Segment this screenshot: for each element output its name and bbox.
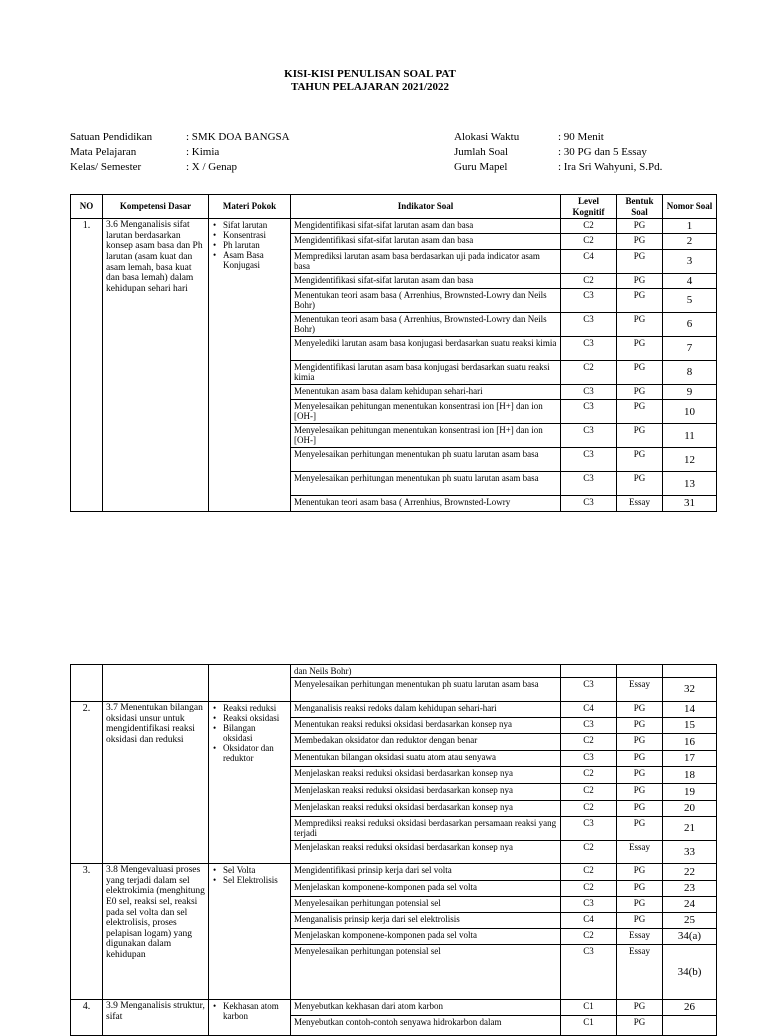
indikator-cell: Menyelesaikan perhitungan menentukan ph suatu larutan asam basa: [291, 472, 561, 496]
level-cell: C2: [561, 767, 617, 784]
nomor-cell: 5: [663, 288, 717, 312]
indikator-cell: Mengidentifikasi larutan asam basa konjugasi berdasarkan suatu reaksi kimia: [291, 360, 561, 384]
bentuk-cell: PG: [617, 336, 663, 360]
column-header-nomor: Nomor Soal: [663, 195, 717, 219]
bentuk-cell: PG: [617, 1016, 663, 1036]
level-cell: C2: [561, 881, 617, 897]
nomor-cell: 3: [663, 249, 717, 273]
kisi-kisi-table-page-2: [70, 664, 717, 1036]
bentuk-cell: PG: [617, 817, 663, 841]
bentuk-cell: PG: [617, 751, 663, 767]
indikator-cell: Menjelaskan komponene-komponen pada sel volta: [291, 929, 561, 945]
info-label: Mata Pelajaran: [70, 146, 137, 158]
nomor-cell: 33: [663, 841, 717, 864]
indikator-cell: Memprediksi reaksi reduksi oksidasi berdasarkan persamaan reaksi yang terjadi: [291, 817, 561, 841]
indikator-cell: Membedakan oksidator dan reduktor dengan benar: [291, 734, 561, 751]
bentuk-cell: PG: [617, 360, 663, 384]
nomor-cell: 14: [663, 702, 717, 718]
indikator-cell: Menyebutkan kekhasan dari atom karbon: [291, 1000, 561, 1016]
nomor-cell: [663, 665, 717, 678]
level-cell: C3: [561, 817, 617, 841]
kompetensi-dasar-cell: 3.8 Mengevaluasi proses yang terjadi dalam sel elektrokimia (menghitung E0 sel, reaksi sel, reaksi pada sel volta dan sel elektrolisis, proses pelapisan logam) yang digunakan dalam kehidupan: [103, 864, 209, 1000]
level-cell: C4: [561, 702, 617, 718]
level-cell: C3: [561, 312, 617, 336]
indikator-cell: Menentukan bilangan oksidasi suatu atom atau senyawa: [291, 751, 561, 767]
level-cell: C3: [561, 897, 617, 913]
materi-item: • Sifat larutan: [223, 220, 287, 230]
empty-cell: [71, 665, 103, 702]
bentuk-cell: PG: [617, 784, 663, 801]
nomor-cell: 22: [663, 864, 717, 881]
level-cell: C3: [561, 400, 617, 424]
indikator-cell: Memprediksi larutan asam basa berdasarkan uji pada indicator asam basa: [291, 249, 561, 273]
materi-list: [212, 1001, 287, 1021]
bentuk-cell: PG: [617, 881, 663, 897]
level-cell: C3: [561, 424, 617, 448]
info-value: : Kimia: [186, 146, 220, 158]
nomor-cell: 18: [663, 767, 717, 784]
table-row: [71, 665, 717, 678]
nomor-cell: 11: [663, 424, 717, 448]
bentuk-cell: PG: [617, 864, 663, 881]
title-line-2: TAHUN PELAJARAN 2021/2022: [290, 81, 450, 93]
indikator-cell: Menyelesaikan perhitungan potensial sel: [291, 897, 561, 913]
column-header-kompetensi: Kompetensi Dasar: [103, 195, 209, 219]
indikator-cell: Menyebutkan contoh-contoh senyawa hidrokarbon dalam: [291, 1016, 561, 1036]
table-row: [71, 219, 717, 234]
bentuk-cell: PG: [617, 273, 663, 288]
column-header-indikator: Indikator Soal: [291, 195, 561, 219]
bentuk-cell: PG: [617, 1000, 663, 1016]
title-line-1: KISI-KISI PENULISAN SOAL PAT: [284, 68, 456, 80]
nomor-cell: 31: [663, 496, 717, 511]
nomor-cell: 9: [663, 384, 717, 399]
column-header-level: Level Kognitif: [561, 195, 617, 219]
materi-list: [212, 865, 287, 885]
info-value: : SMK DOA BANGSA: [186, 131, 290, 143]
level-cell: [561, 665, 617, 678]
nomor-cell: 26: [663, 1000, 717, 1016]
kisi-kisi-table-page-1: [70, 194, 717, 512]
section-number: 2.: [71, 702, 103, 864]
indikator-cell: Menyelesaikan pehitungan menentukan konsentrasi ion [H+] dan ion [OH-]: [291, 424, 561, 448]
kompetensi-dasar-cell: 3.9 Menganalisis struktur, sifat: [103, 1000, 209, 1036]
nomor-cell: 1: [663, 219, 717, 234]
indikator-cell: Menyelesaikan pehitungan menentukan konsentrasi ion [H+] dan ion [OH-]: [291, 400, 561, 424]
materi-item: • Reaksi reduksi: [223, 703, 287, 713]
indikator-cell: Mengidentifikasi sifat-sifat larutan asam dan basa: [291, 219, 561, 234]
level-cell: C2: [561, 734, 617, 751]
nomor-cell: 15: [663, 718, 717, 734]
indikator-cell: Menjelaskan komponene-komponen pada sel volta: [291, 881, 561, 897]
nomor-cell: 16: [663, 734, 717, 751]
bentuk-cell: PG: [617, 219, 663, 234]
info-label: Jumlah Soal: [454, 146, 509, 158]
nomor-cell: 19: [663, 784, 717, 801]
materi-cell: [209, 864, 291, 1000]
info-value: : X / Genap: [186, 161, 238, 173]
materi-list: [212, 220, 287, 270]
nomor-cell: 4: [663, 273, 717, 288]
bentuk-cell: PG: [617, 234, 663, 249]
materi-item: • Sel Elektrolisis: [223, 875, 287, 885]
level-cell: C2: [561, 273, 617, 288]
materi-item: • Sel Volta: [223, 865, 287, 875]
level-cell: C2: [561, 784, 617, 801]
kompetensi-dasar-cell: 3.6 Menganalisis sifat larutan berdasarkan konsep asam basa dan Ph larutan (asam kuat dan asam lemah, basa kuat dan basa lemah) dalam kehidupan sehari hari: [103, 219, 209, 512]
kompetensi-dasar-cell: 3.7 Menentukan bilangan oksidasi unsur untuk mengidentifikasi reaksi oksidasi dan reduksi: [103, 702, 209, 864]
bentuk-cell: PG: [617, 734, 663, 751]
indikator-cell: Menganalisis reaksi redoks dalam kehidupan sehari-hari: [291, 702, 561, 718]
level-cell: C3: [561, 384, 617, 399]
indikator-cell: Menjelaskan reaksi reduksi oksidasi berdasarkan konsep nya: [291, 767, 561, 784]
materi-item: • Reaksi oksidasi: [223, 713, 287, 723]
table-row: [71, 864, 717, 881]
bentuk-cell: Essay: [617, 496, 663, 511]
indikator-cell: Menentukan asam basa dalam kehidupan sehari-hari: [291, 384, 561, 399]
nomor-cell: 24: [663, 897, 717, 913]
section-number: 1.: [71, 219, 103, 512]
level-cell: C2: [561, 864, 617, 881]
bentuk-cell: PG: [617, 767, 663, 784]
level-cell: C3: [561, 336, 617, 360]
bentuk-cell: PG: [617, 249, 663, 273]
nomor-cell: 7: [663, 336, 717, 360]
nomor-cell: 17: [663, 751, 717, 767]
bentuk-cell: PG: [617, 288, 663, 312]
level-cell: C3: [561, 751, 617, 767]
indikator-cell: Menyelediki larutan asam basa konjugasi berdasarkan suatu reaksi kimia: [291, 336, 561, 360]
bentuk-cell: PG: [617, 897, 663, 913]
bentuk-cell: PG: [617, 424, 663, 448]
indikator-cell: Menentukan teori asam basa ( Arrenhius, Brownsted-Lowry dan Neils Bohr): [291, 288, 561, 312]
indikator-cell: Mengidentifikasi sifat-sifat larutan asam dan basa: [291, 234, 561, 249]
materi-item: • Asam Basa Konjugasi: [223, 250, 287, 270]
indikator-cell: Mengidentifikasi sifat-sifat larutan asam dan basa: [291, 273, 561, 288]
info-value: : Ira Sri Wahyuni, S.Pd.: [558, 161, 663, 173]
bentuk-cell: PG: [617, 384, 663, 399]
materi-item: • Ph larutan: [223, 240, 287, 250]
level-cell: C3: [561, 288, 617, 312]
bentuk-cell: Essay: [617, 678, 663, 702]
bentuk-cell: PG: [617, 913, 663, 929]
column-header-no: NO: [71, 195, 103, 219]
indikator-cell: Menentukan teori asam basa ( Arrenhius, Brownsted-Lowry: [291, 496, 561, 511]
indikator-cell: Menjelaskan reaksi reduksi oksidasi berdasarkan konsep nya: [291, 801, 561, 817]
level-cell: C1: [561, 1016, 617, 1036]
nomor-cell: 25: [663, 913, 717, 929]
indikator-cell: Menjelaskan reaksi reduksi oksidasi berdasarkan konsep nya: [291, 841, 561, 864]
empty-cell: [103, 665, 209, 702]
table-row: [71, 702, 717, 718]
nomor-cell: 23: [663, 881, 717, 897]
info-label: Kelas/ Semester: [70, 161, 142, 173]
level-cell: C4: [561, 913, 617, 929]
bentuk-cell: [617, 665, 663, 678]
section-number: 3.: [71, 864, 103, 1000]
level-cell: C3: [561, 678, 617, 702]
info-label: Alokasi Waktu: [454, 131, 520, 143]
indikator-cell: Menentukan teori asam basa ( Arrenhius, Brownsted-Lowry dan Neils Bohr): [291, 312, 561, 336]
level-cell: C1: [561, 1000, 617, 1016]
level-cell: C3: [561, 496, 617, 511]
nomor-cell: 34(a): [663, 929, 717, 945]
info-value: : 30 PG dan 5 Essay: [558, 146, 647, 158]
nomor-cell: 32: [663, 678, 717, 702]
materi-list: [212, 703, 287, 763]
indikator-cell: Menganalisis prinsip kerja dari sel elektrolisis: [291, 913, 561, 929]
table-row: [71, 1000, 717, 1016]
indikator-cell: Mengidentifikasi prinsip kerja dari sel volta: [291, 864, 561, 881]
bentuk-cell: PG: [617, 448, 663, 472]
bentuk-cell: PG: [617, 312, 663, 336]
column-header-materi: Materi Pokok: [209, 195, 291, 219]
empty-cell: [209, 665, 291, 702]
indikator-cell: Menyelesaikan perhitungan potensial sel: [291, 945, 561, 1000]
section-number: 4.: [71, 1000, 103, 1036]
level-cell: C3: [561, 718, 617, 734]
level-cell: C2: [561, 929, 617, 945]
nomor-cell: 20: [663, 801, 717, 817]
nomor-cell: 8: [663, 360, 717, 384]
indikator-cell: Menyelesaikan perhitungan menentukan ph suatu larutan asam basa: [291, 678, 561, 702]
info-label: Satuan Pendidikan: [70, 131, 153, 143]
level-cell: C3: [561, 472, 617, 496]
bentuk-cell: PG: [617, 718, 663, 734]
info-label: Guru Mapel: [454, 161, 508, 173]
nomor-cell: 6: [663, 312, 717, 336]
bentuk-cell: PG: [617, 400, 663, 424]
materi-cell: [209, 1000, 291, 1036]
bentuk-cell: Essay: [617, 929, 663, 945]
nomor-cell: 10: [663, 400, 717, 424]
bentuk-cell: PG: [617, 702, 663, 718]
bentuk-cell: Essay: [617, 841, 663, 864]
level-cell: C3: [561, 448, 617, 472]
document-title: [0, 68, 740, 93]
bentuk-cell: PG: [617, 801, 663, 817]
nomor-cell: [663, 1016, 717, 1036]
nomor-cell: 12: [663, 448, 717, 472]
nomor-cell: 13: [663, 472, 717, 496]
level-cell: C4: [561, 249, 617, 273]
indikator-cell: dan Neils Bohr): [291, 665, 561, 678]
nomor-cell: 21: [663, 817, 717, 841]
level-cell: C2: [561, 360, 617, 384]
column-header-bentuk: Bentuk Soal: [617, 195, 663, 219]
indikator-cell: Menyelesaikan perhitungan menentukan ph suatu larutan asam basa: [291, 448, 561, 472]
level-cell: C2: [561, 841, 617, 864]
nomor-cell: 34(b): [663, 945, 717, 1000]
level-cell: C2: [561, 234, 617, 249]
level-cell: C2: [561, 801, 617, 817]
bentuk-cell: PG: [617, 472, 663, 496]
level-cell: C2: [561, 219, 617, 234]
indikator-cell: Menentukan reaksi reduksi oksidasi berdasarkan konsep nya: [291, 718, 561, 734]
materi-item: • Kekhasan atom karbon: [223, 1001, 287, 1021]
level-cell: C3: [561, 945, 617, 1000]
materi-item: • Bilangan oksidasi: [223, 723, 287, 743]
bentuk-cell: Essay: [617, 945, 663, 1000]
nomor-cell: 2: [663, 234, 717, 249]
materi-cell: [209, 702, 291, 864]
indikator-cell: Menjelaskan reaksi reduksi oksidasi berdasarkan konsep nya: [291, 784, 561, 801]
info-value: : 90 Menit: [558, 131, 604, 143]
materi-item: • Oksidator dan reduktor: [223, 743, 287, 763]
materi-item: • Konsentrasi: [223, 230, 287, 240]
materi-cell: [209, 219, 291, 512]
